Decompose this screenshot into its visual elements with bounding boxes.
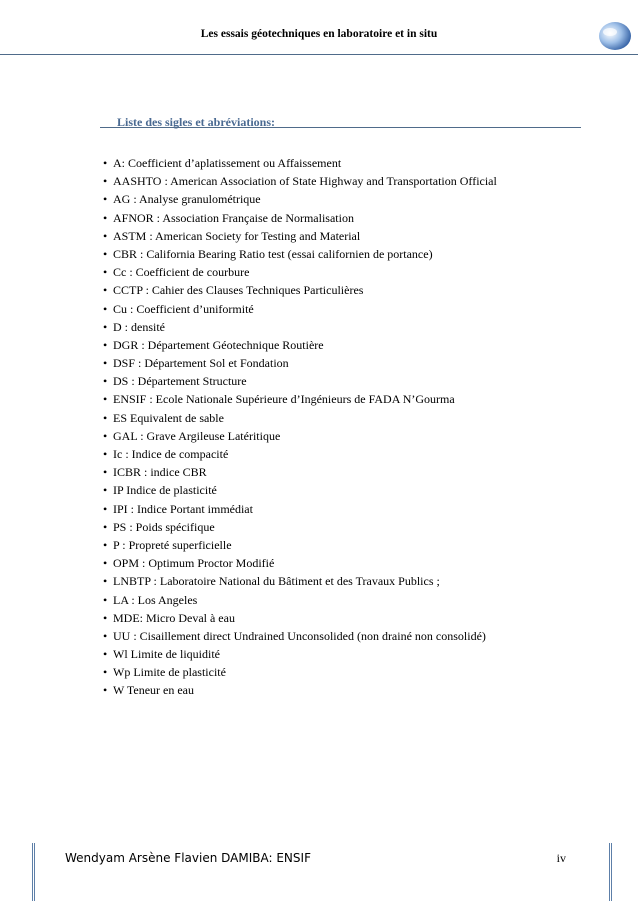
bullet-icon: • bbox=[103, 246, 108, 261]
list-item bbox=[103, 281, 497, 299]
list-item-text: AFNOR : Association Française de Normalisation bbox=[113, 210, 354, 225]
bullet-icon: • bbox=[103, 483, 108, 498]
bullet-icon: • bbox=[103, 174, 108, 189]
section-heading: Liste des sigles et abréviations: bbox=[117, 115, 275, 129]
list-item bbox=[103, 354, 497, 372]
list-item bbox=[103, 663, 497, 681]
list-item-text: GAL : Grave Argileuse Latéritique bbox=[113, 428, 281, 443]
bullet-icon: • bbox=[103, 301, 108, 316]
bullet-icon: • bbox=[103, 683, 108, 698]
bullet-icon: • bbox=[103, 428, 108, 443]
bullet-icon: • bbox=[103, 610, 108, 625]
list-item bbox=[103, 336, 497, 354]
bullet-icon: • bbox=[103, 283, 108, 298]
bullet-icon: • bbox=[103, 392, 108, 407]
bullet-icon: • bbox=[103, 519, 108, 534]
list-item-text: DGR : Département Géotechnique Routière bbox=[113, 337, 324, 352]
list-item-text: MDE: Micro Deval à eau bbox=[113, 610, 235, 625]
list-item bbox=[103, 463, 497, 481]
list-item bbox=[103, 409, 497, 427]
list-item bbox=[103, 609, 497, 627]
list-item bbox=[103, 245, 497, 263]
list-item bbox=[103, 445, 497, 463]
list-item bbox=[103, 372, 497, 390]
bullet-icon: • bbox=[103, 665, 108, 680]
list-item-text: CBR : California Bearing Ratio test (essai californien de portance) bbox=[113, 246, 433, 261]
list-item bbox=[103, 190, 497, 208]
list-item-text: LNBTP : Laboratoire National du Bâtiment et des Travaux Publics ; bbox=[113, 574, 440, 589]
list-item bbox=[103, 518, 497, 536]
bullet-icon: • bbox=[103, 374, 108, 389]
list-item bbox=[103, 481, 497, 499]
list-item-text: PS : Poids spécifique bbox=[113, 519, 215, 534]
list-item bbox=[103, 172, 497, 190]
bullet-icon: • bbox=[103, 319, 108, 334]
list-item-text: IPI : Indice Portant immédiat bbox=[113, 501, 253, 516]
list-item bbox=[103, 591, 497, 609]
list-item bbox=[103, 554, 497, 572]
list-item-text: P : Propreté superficielle bbox=[113, 537, 232, 552]
bullet-icon: • bbox=[103, 356, 108, 371]
heading-rule bbox=[100, 127, 581, 128]
list-item-text: UU : Cisaillement direct Undrained Unconsolided (non drainé non consolidé) bbox=[113, 628, 486, 643]
list-item bbox=[103, 209, 497, 227]
list-item bbox=[103, 154, 497, 172]
list-item-text: Wp Limite de plasticité bbox=[113, 665, 226, 680]
list-item-text: AASHTO : American Association of State Highway and Transportation Official bbox=[113, 174, 497, 189]
list-item-text: A: Coefficient d’aplatissement ou Affaissement bbox=[113, 156, 342, 170]
bullet-icon: • bbox=[103, 647, 108, 662]
bullet-icon: • bbox=[103, 410, 108, 425]
bullet-icon: • bbox=[103, 628, 108, 643]
list-item-text: OPM : Optimum Proctor Modifié bbox=[113, 556, 275, 571]
list-item-text: DS : Département Structure bbox=[113, 374, 247, 389]
list-item-text: ICBR : indice CBR bbox=[113, 465, 207, 480]
bullet-icon: • bbox=[103, 447, 108, 461]
bullet-icon: • bbox=[103, 228, 108, 243]
list-item-text: Cc : Coefficient de courbure bbox=[113, 265, 250, 280]
list-item-text: W Teneur en eau bbox=[113, 683, 195, 698]
list-item bbox=[103, 645, 497, 663]
bullet-icon: • bbox=[103, 592, 108, 607]
bullet-icon: • bbox=[103, 465, 108, 480]
abbreviation-list bbox=[103, 154, 497, 700]
bullet-icon: • bbox=[103, 265, 108, 280]
bullet-icon: • bbox=[103, 574, 108, 589]
list-item-text: Ic : Indice de compacité bbox=[113, 447, 229, 461]
list-item-text: CCTP : Cahier des Clauses Techniques Particulières bbox=[113, 283, 364, 298]
list-item-text: DSF : Département Sol et Fondation bbox=[113, 356, 289, 371]
list-item bbox=[103, 427, 497, 445]
list-item-text: ENSIF : Ecole Nationale Supérieure d’Ingénieurs de FADA N’Gourma bbox=[113, 392, 455, 407]
list-item bbox=[103, 318, 497, 336]
footer-author: Wendyam Arsène Flavien DAMIBA: ENSIF bbox=[65, 851, 311, 865]
list-item-text: Wl Limite de liquidité bbox=[113, 647, 220, 662]
list-item bbox=[103, 300, 497, 318]
header-logo-icon bbox=[598, 18, 632, 52]
list-item bbox=[103, 627, 497, 645]
list-item bbox=[103, 500, 497, 518]
list-item bbox=[103, 390, 497, 408]
bullet-icon: • bbox=[103, 210, 108, 225]
list-item-text: ASTM : American Society for Testing and Material bbox=[113, 228, 361, 243]
bullet-icon: • bbox=[103, 556, 108, 571]
page-number: iv bbox=[556, 851, 566, 865]
header-title: Les essais géotechniques en laboratoire et in situ bbox=[200, 28, 438, 40]
bullet-icon: • bbox=[103, 337, 108, 352]
list-item bbox=[103, 227, 497, 245]
list-item-text: ES Equivalent de sable bbox=[113, 410, 224, 425]
bullet-icon: • bbox=[103, 537, 108, 552]
list-item bbox=[103, 681, 497, 699]
list-item-text: AG : Analyse granulométrique bbox=[113, 192, 261, 207]
bullet-icon: • bbox=[103, 156, 108, 170]
list-item-text: IP Indice de plasticité bbox=[113, 483, 217, 498]
list-item-text: D : densité bbox=[113, 319, 165, 334]
list-item-text: LA : Los Angeles bbox=[113, 592, 198, 607]
list-item-text: Cu : Coefficient d’uniformité bbox=[113, 301, 254, 316]
list-item bbox=[103, 572, 497, 590]
list-item bbox=[103, 263, 497, 281]
bullet-icon: • bbox=[103, 501, 108, 516]
list-item bbox=[103, 536, 497, 554]
header-rule bbox=[0, 54, 638, 55]
bullet-icon: • bbox=[103, 192, 108, 207]
